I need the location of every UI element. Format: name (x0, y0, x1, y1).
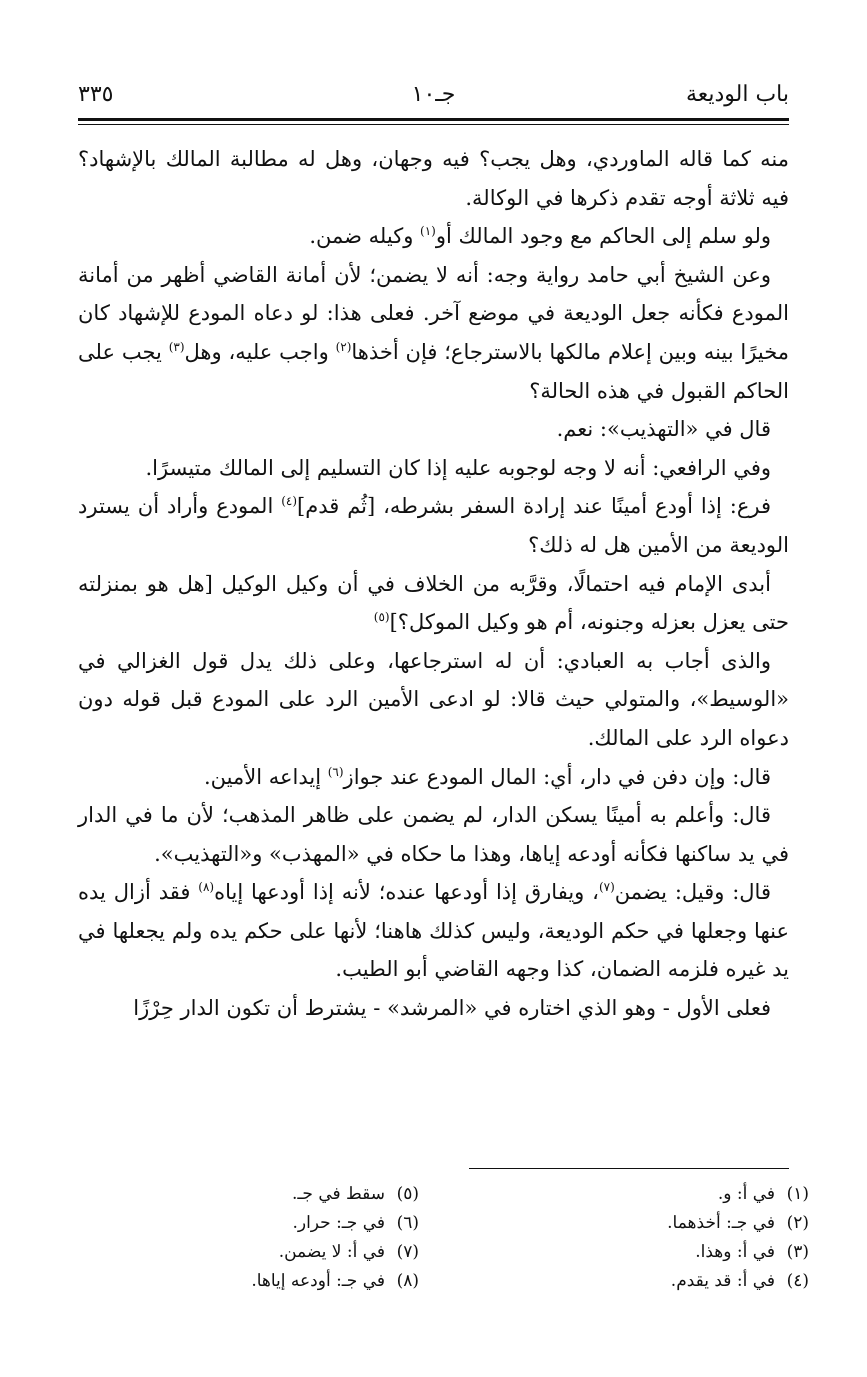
footnote-text: في أ: وهذا. (695, 1242, 775, 1262)
page-header (78, 82, 789, 116)
header-rule-thin (78, 124, 789, 125)
paragraph (78, 565, 789, 642)
page-number: ٣٣٥ (78, 82, 114, 107)
text-run: قال: وقيل: يضمن (614, 880, 771, 905)
footnote (479, 1238, 809, 1267)
volume-label: جـ١٠ (411, 82, 456, 107)
paragraph (78, 410, 789, 449)
paragraph (78, 487, 789, 564)
paragraph (78, 217, 789, 256)
text-run: ، ويفارق إذا أودعها عنده؛ لأنه إذا أودعها إياه (214, 880, 599, 905)
footnote-number: (٧) (396, 1242, 419, 1262)
footnote-text: في جـ: حرار. (292, 1213, 385, 1233)
text-run: والذى أجاب به العبادي: أن له استرجاعها، وعلى ذلك يدل قول الغزالي في «الوسيط»، والمتولي حيث قالا: لو ادعى الأمين الرد على المودع قبل قوله دون دعواه الرد على المالك. (78, 648, 789, 750)
footnote-text: سقط في جـ. (292, 1184, 385, 1204)
text-run: وعن الشيخ أبي حامد رواية وجه: أنه لا يضمن؛ لأن أمانة القاضي أظهر من أمانة المودع فكأنه جعل الوديعة في موضع آخر. فعلى هذا: لو دعاه المودع للإشهاد كان مخيرًا بينه وبين إعلام مالكها بالاسترجاع؛ فإن أخذها (78, 262, 789, 364)
text-run: فعلى الأول - وهو الذي اختاره في «المرشد» - يشترط أن تكون الدار حِرْزًا (133, 996, 771, 1021)
footnote (89, 1209, 419, 1238)
text-run: إيداعه الأمين. (203, 764, 328, 789)
footnote-ref: (٧) (598, 880, 615, 895)
footnote-text: في أ: قد يقدم. (670, 1271, 775, 1291)
footnote-number: (٥) (396, 1184, 419, 1204)
footnote (479, 1209, 809, 1238)
footnote-number: (٤) (786, 1271, 809, 1291)
footnote (479, 1267, 809, 1296)
footnote (89, 1238, 419, 1267)
text-run: واجب عليه، وهل (184, 339, 336, 364)
text-run: يجب على الحاكم القبول في هذه الحالة؟ (78, 339, 789, 403)
text-run: وفي الرافعي: أنه لا وجه لوجوبه عليه إذا كان التسليم إلى المالك متيسرًا. (145, 455, 771, 480)
text-run: أبدى الإمام فيه احتمالًا، وقرَّبه من الخلاف في أن وكيل الوكيل [هل هو بمنزلته حتى يعزل بعزله وجنونه، أم هو وكيل الموكل؟] (78, 571, 789, 635)
paragraph (78, 449, 789, 488)
footnote-number: (٨) (396, 1271, 419, 1291)
footnote-ref: (٤) (281, 494, 298, 509)
footnote-ref: (٦) (327, 764, 344, 779)
footnote-number: (٣) (786, 1242, 809, 1262)
footnote-text: في جـ: أودعه إياها. (251, 1271, 385, 1291)
footnote-text: في أ: لا يضمن. (278, 1242, 385, 1262)
footnote-text: في جـ: أخذهما. (667, 1213, 775, 1233)
text-run: ولو سلم إلى الحاكم مع وجود المالك أو (435, 224, 771, 249)
footnote-ref: (١) (420, 224, 436, 239)
paragraph (78, 642, 789, 758)
footnote-ref: (٥) (373, 610, 390, 625)
paragraph (78, 873, 789, 989)
footnote (479, 1180, 809, 1209)
footnote-number: (١) (786, 1184, 809, 1204)
paragraph (78, 758, 789, 797)
footnote-ref: (٨) (198, 880, 215, 895)
header-rule-thick (78, 118, 789, 121)
text-run: وكيله ضمن. (309, 224, 421, 249)
footnote-ref: (٢) (335, 339, 352, 354)
text-run: فقد أزال يده عنها وجعلها في حكم الوديعة، وليس كذلك هاهنا؛ لأنها على حكم يده ولم يجعلها في يد غيره فلزمه الضمان، كذا وجهه القاضي أبو الطيب. (78, 880, 789, 982)
footnote-number: (٦) (396, 1213, 419, 1233)
footnote-text: في أ: و. (717, 1184, 775, 1204)
footnote-separator (469, 1168, 789, 1169)
footnotes-column-right (479, 1180, 809, 1296)
main-text (78, 140, 789, 1028)
text-run: المودع وأراد أن يسترد الوديعة من الأمين هل له ذلك؟ (78, 494, 789, 557)
text-run: قال: وإن دفن في دار، أي: المال المودع عند جواز (343, 764, 771, 789)
paragraph (78, 989, 789, 1028)
paragraph (78, 796, 789, 873)
footnote (89, 1267, 419, 1296)
text-run: قال: وأعلم به أمينًا يسكن الدار، لم يضمن على ظاهر المذهب؛ لأن ما في الدار في يد ساكنها فكأنه أودعه إياها، وهذا ما حكاه في «المهذب» و«التهذيب». (78, 803, 789, 866)
text-run: منه كما قاله الماوردي، وهل يجب؟ فيه وجهان، وهل له مطالبة المالك بالإشهاد؟ فيه ثلاثة أوجه تقدم ذكرها في الوكالة. (78, 147, 789, 210)
footnote (89, 1180, 419, 1209)
text-run: قال في «التهذيب»: نعم. (556, 417, 771, 442)
footnote-ref: (٣) (168, 339, 185, 354)
footnote-number: (٢) (786, 1213, 809, 1233)
paragraph (78, 256, 789, 410)
text-run: فرع: إذا أودع أمينًا عند إرادة السفر بشرطه، [ثُم قدم] (297, 494, 771, 519)
chapter-title: باب الوديعة (685, 82, 789, 107)
footnotes-column-left (89, 1180, 419, 1296)
paragraph (78, 140, 789, 217)
